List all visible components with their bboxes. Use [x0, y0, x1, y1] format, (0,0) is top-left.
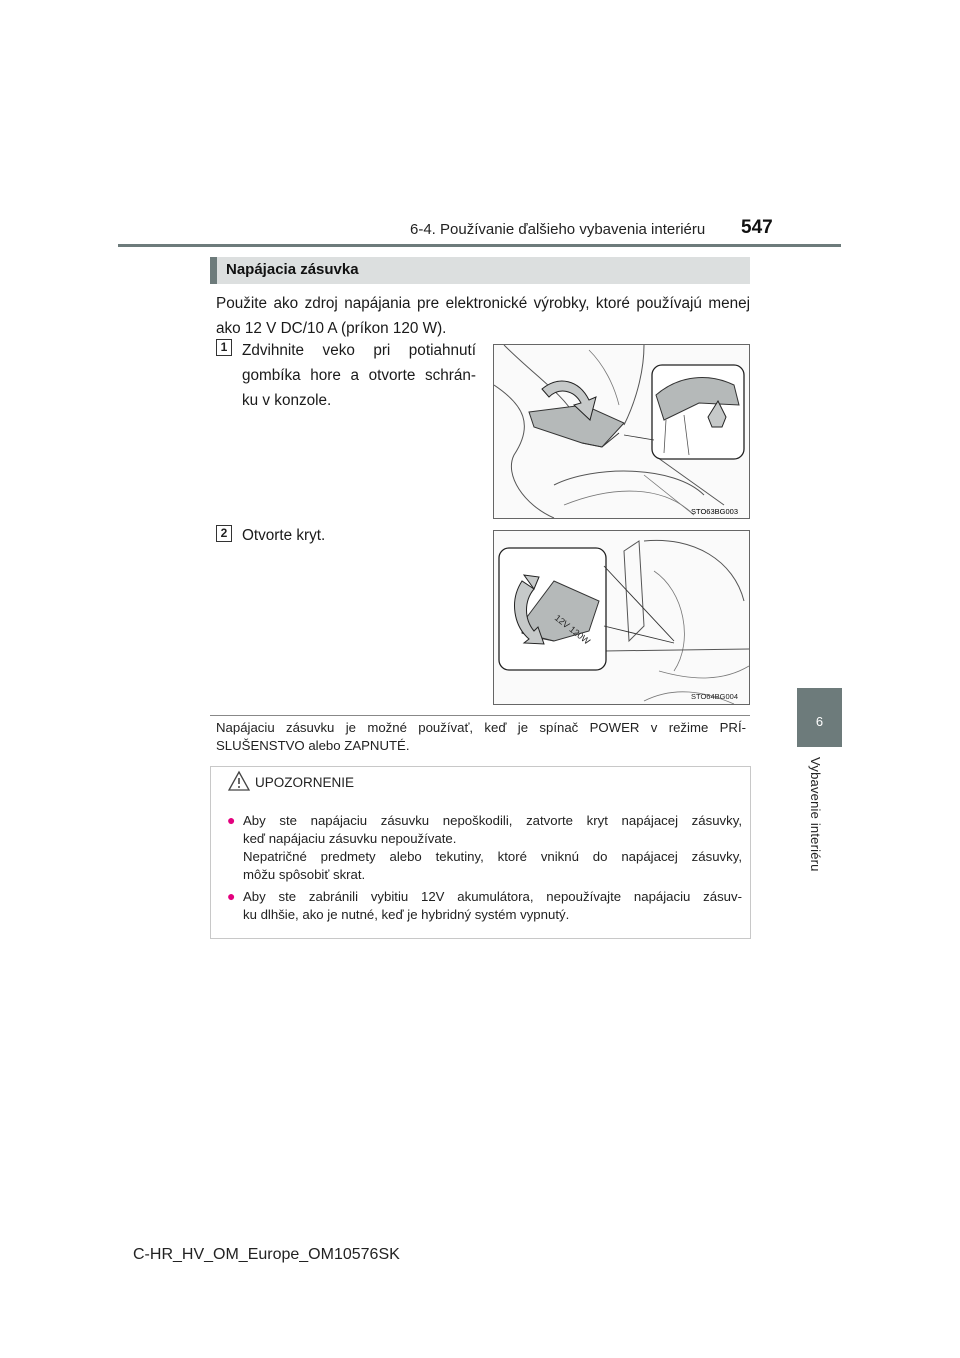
- section-intro: Použite ako zdroj napájania pre elektronické výrobky, ktoré používajú menej ako 12 V DC/10 A (príkon 120 W).: [216, 295, 750, 337]
- step-text-1: [242, 338, 476, 413]
- usage-note-line-2: SLUŠENSTVO alebo ZAPNUTÉ.: [216, 738, 410, 753]
- step-1-line-3: ku v konzole.: [242, 392, 332, 409]
- warning-triangle-icon: [227, 770, 251, 792]
- warning-item-1: [227, 811, 742, 884]
- chapter-label: Vybavenie interiéru: [808, 757, 823, 872]
- step-number-2: 2: [216, 525, 232, 542]
- usage-note: [216, 719, 746, 755]
- illustration-console-lid: [493, 344, 750, 519]
- warning-1-line-4: môžu spôsobiť skrat.: [243, 867, 366, 882]
- document-code-footer: C-HR_HV_OM_Europe_OM10576SK: [133, 1246, 400, 1263]
- page-number: 547: [741, 217, 773, 238]
- chapter-tab: [797, 688, 842, 747]
- warning-1-line-2: keď napájaciu zásuvku nepoužívate.: [243, 831, 457, 846]
- step-number-1: 1: [216, 339, 232, 356]
- image-code-1: STO63BG003: [691, 507, 738, 516]
- note-rule: [210, 715, 750, 716]
- warning-1-line-3: Nepatričné predmety alebo tekutiny, ktoré vniknú do napájacej zásuvky,: [243, 849, 742, 864]
- usage-note-line-1: Napájaciu zásuvku je možné používať, keď je spínač POWER v režime PRÍ-: [216, 720, 746, 735]
- image-code-2: STO64BG004: [691, 692, 738, 701]
- section-heading: [210, 257, 750, 284]
- warning-2-line-2: ku dlhšie, ako je nutné, keď je hybridný systém vypnutý.: [243, 907, 570, 922]
- step-text-2: Otvorte kryt.: [242, 527, 326, 544]
- outlet-cover-drawing: [494, 531, 749, 704]
- cover-label: 12V 120W: [552, 612, 593, 647]
- warning-item-2: [227, 887, 742, 924]
- section-heading-bar: [210, 257, 217, 284]
- running-header-section: 6-4. Používanie ďalšieho vybavenia interiéru: [410, 221, 706, 238]
- header-rule: [118, 244, 841, 247]
- warning-2-line-1: Aby ste zabránili vybitiu 12V akumulátora, nepoužívajte napájaciu zásuv-: [243, 889, 742, 904]
- bullet-icon: ●: [227, 888, 236, 904]
- warning-title: UPOZORNENIE: [255, 775, 355, 790]
- step-1-line-1: Zdvihnite veko pri potiahnutí: [242, 342, 476, 359]
- warning-box: [210, 766, 751, 939]
- console-lid-drawing: [494, 345, 749, 518]
- bullet-icon: ●: [227, 812, 236, 828]
- warning-1-line-1: Aby ste napájaciu zásuvku nepoškodili, zatvorte kryt napájacej zásuvky,: [243, 813, 742, 828]
- step-1-line-2: gombíka hore a otvorte schrán-: [242, 367, 476, 384]
- illustration-outlet-cover: [493, 530, 750, 705]
- chapter-number: 6: [815, 714, 824, 729]
- section-title: Napájacia zásuvka: [226, 261, 359, 278]
